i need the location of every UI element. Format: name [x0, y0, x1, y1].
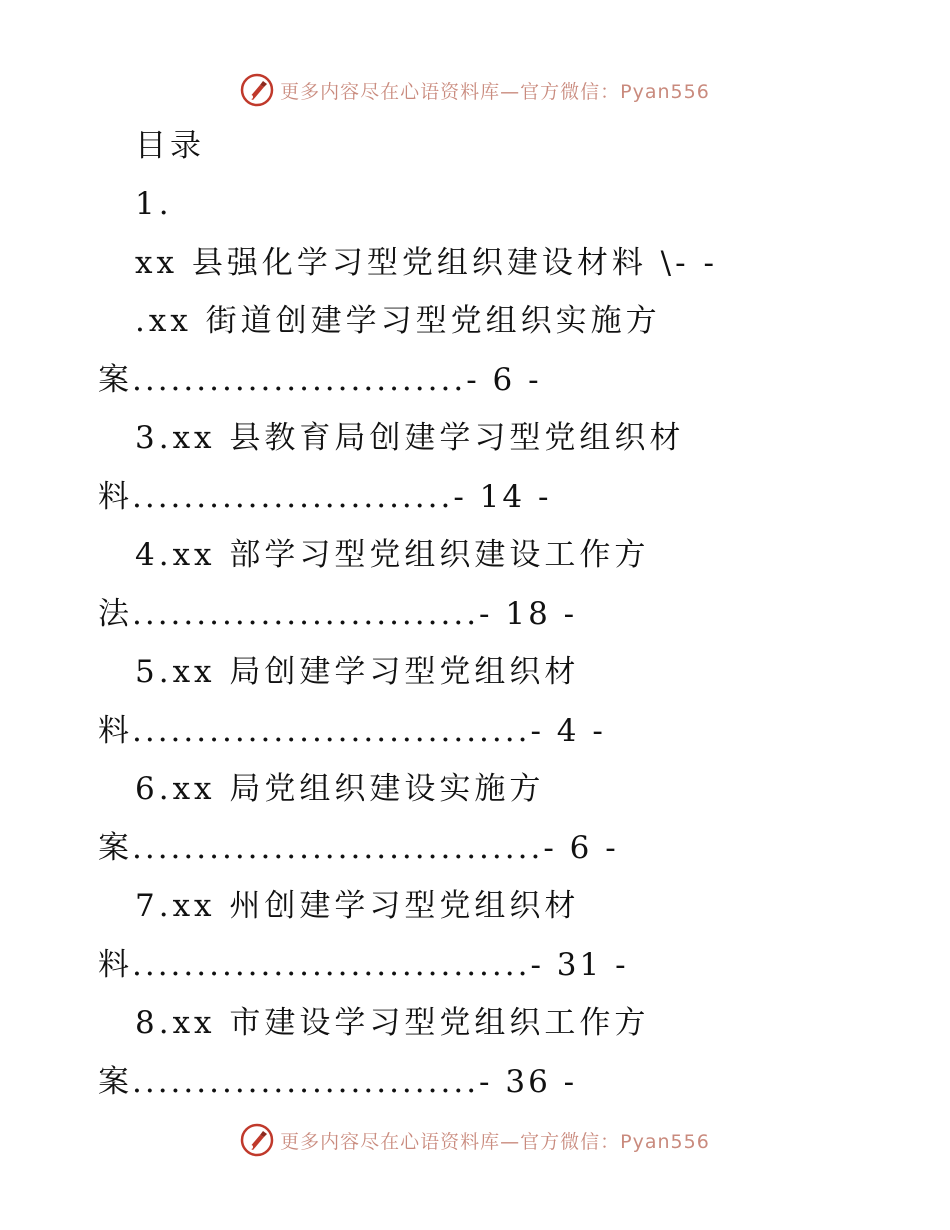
watermark-text: 更多内容尽在心语资料库—官方微信：Pyan556 [280, 80, 710, 103]
toc-line: xx 县强化学习型党组织建设材料 \- - [135, 245, 718, 281]
toc-line: 6.xx 局党组织建设实施方 [135, 771, 545, 807]
pen-nib-logo-icon [240, 1123, 274, 1157]
toc-line: 4.xx 部学习型党组织建设工作方 [135, 537, 650, 573]
toc-line: 案................................- 6 - [98, 830, 619, 866]
toc-line: 1. [135, 186, 173, 222]
toc-line: 法...........................- 18 - [98, 596, 578, 632]
toc-line: 料...............................- 31 - [98, 947, 629, 983]
watermark-footer [0, 1120, 950, 1160]
toc-line: 8.xx 市建设学习型党组织工作方 [135, 1005, 650, 1041]
toc-line: 5.xx 局创建学习型党组织材 [135, 654, 580, 690]
toc-line: .xx 街道创建学习型党组织实施方 [135, 303, 661, 339]
toc-line: 7.xx 州创建学习型党组织材 [135, 888, 580, 924]
toc-line: 料...............................- 4 - [98, 713, 606, 749]
toc-line: 料.........................- 14 - [98, 479, 552, 515]
toc-line: 案...........................- 36 - [98, 1064, 578, 1100]
toc-line: 3.xx 县教育局创建学习型党组织材 [135, 420, 685, 456]
toc-line: 案..........................- 6 - [98, 362, 542, 398]
toc-title: 目录 [135, 128, 205, 164]
watermark-text: 更多内容尽在心语资料库—官方微信：Pyan556 [280, 1130, 710, 1153]
